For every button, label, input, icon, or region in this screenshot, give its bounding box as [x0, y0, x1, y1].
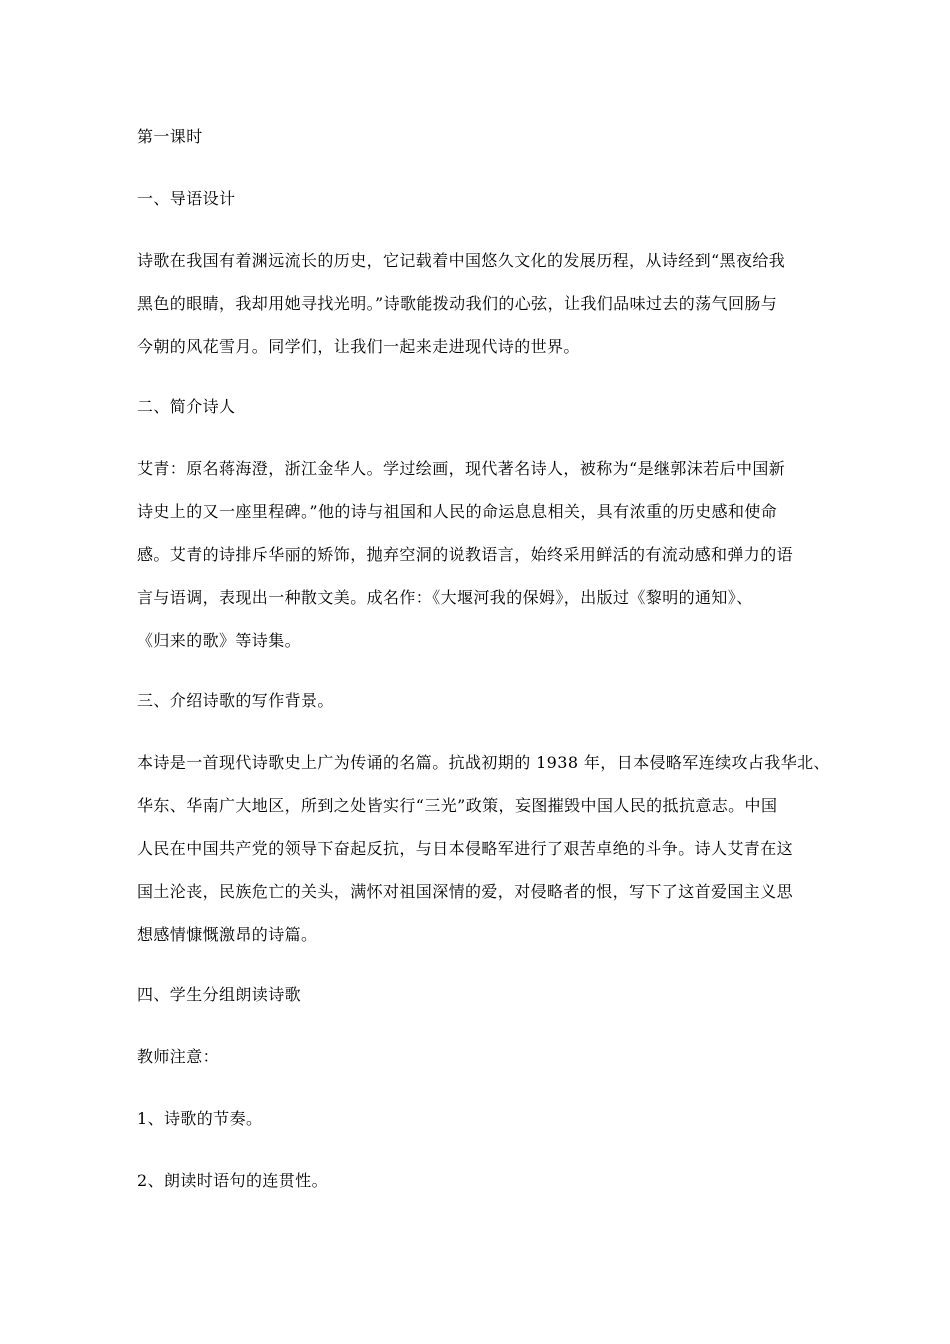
note-item: 2、朗读时语句的连贯性。 — [137, 1171, 328, 1190]
paragraph-line: 国土沦丧，民族危亡的关头，满怀对祖国深情的爱，对侵略者的恨，写下了这首爱国主义思 — [137, 882, 794, 901]
paragraph-line: 今朝的风花雪月。同学们，让我们一起来走进现代诗的世界。 — [137, 337, 580, 356]
paragraph-line: 诗史上的又一座里程碑。”他的诗与祖国和人民的命运息息相关，具有浓重的历史感和使命 — [137, 502, 778, 521]
section-1-heading: 一、导语设计 — [137, 189, 236, 208]
paragraph-line: 黑色的眼睛，我却用她寻找光明。”诗歌能拨动我们的心弦，让我们品味过去的荡气回肠与 — [137, 294, 778, 313]
section-2-heading: 二、简介诗人 — [137, 397, 236, 416]
lesson-title: 第一课时 — [137, 127, 203, 146]
paragraph-line: 华东、华南广大地区，所到之处皆实行“三光”政策，妄图摧毁中国人民的抵抗意志。中国 — [137, 796, 778, 815]
section-3-heading: 三、介绍诗歌的写作背景。 — [137, 691, 334, 710]
paragraph-line: 言与语调，表现出一种散文美。成名作：《大堰河我的保姆》，出版过《黎明的通知》、 — [137, 588, 753, 607]
teacher-note-label: 教师注意： — [137, 1047, 220, 1066]
paragraph-line: 想感情慷慨激昂的诗篇。 — [137, 925, 318, 944]
paragraph-line: 感。艾青的诗排斥华丽的矫饰，抛弃空洞的说教语言，始终采用鲜活的有流动感和弹力的语 — [137, 545, 794, 564]
paragraph-line: 《归来的歌》等诗集。 — [137, 631, 302, 650]
section-1-paragraph — [137, 248, 817, 360]
paragraph-line: 诗歌在我国有着渊远流长的历史，它记载着中国悠久文化的发展历程，从诗经到“黑夜给我 — [137, 251, 786, 270]
document-body — [137, 124, 830, 1230]
paragraph-line: 本诗是一首现代诗歌史上广为传诵的名篇。抗战初期的 1938 年，日本侵略军连续攻占我华北、 — [137, 753, 830, 772]
paragraph-line: 艾青：原名蒋海澄，浙江金华人。学过绘画，现代著名诗人，被称为“是继郭沫若后中国新 — [137, 459, 786, 478]
section-3-paragraph — [137, 750, 830, 948]
note-item: 1、诗歌的节奏。 — [137, 1109, 263, 1128]
paragraph-line: 人民在中国共产党的领导下奋起反抗，与日本侵略军进行了艰苦卓绝的斗争。诗人艾青在这 — [137, 839, 794, 858]
section-2-paragraph — [137, 456, 817, 654]
section-4-heading: 四、学生分组朗读诗歌 — [137, 985, 302, 1004]
